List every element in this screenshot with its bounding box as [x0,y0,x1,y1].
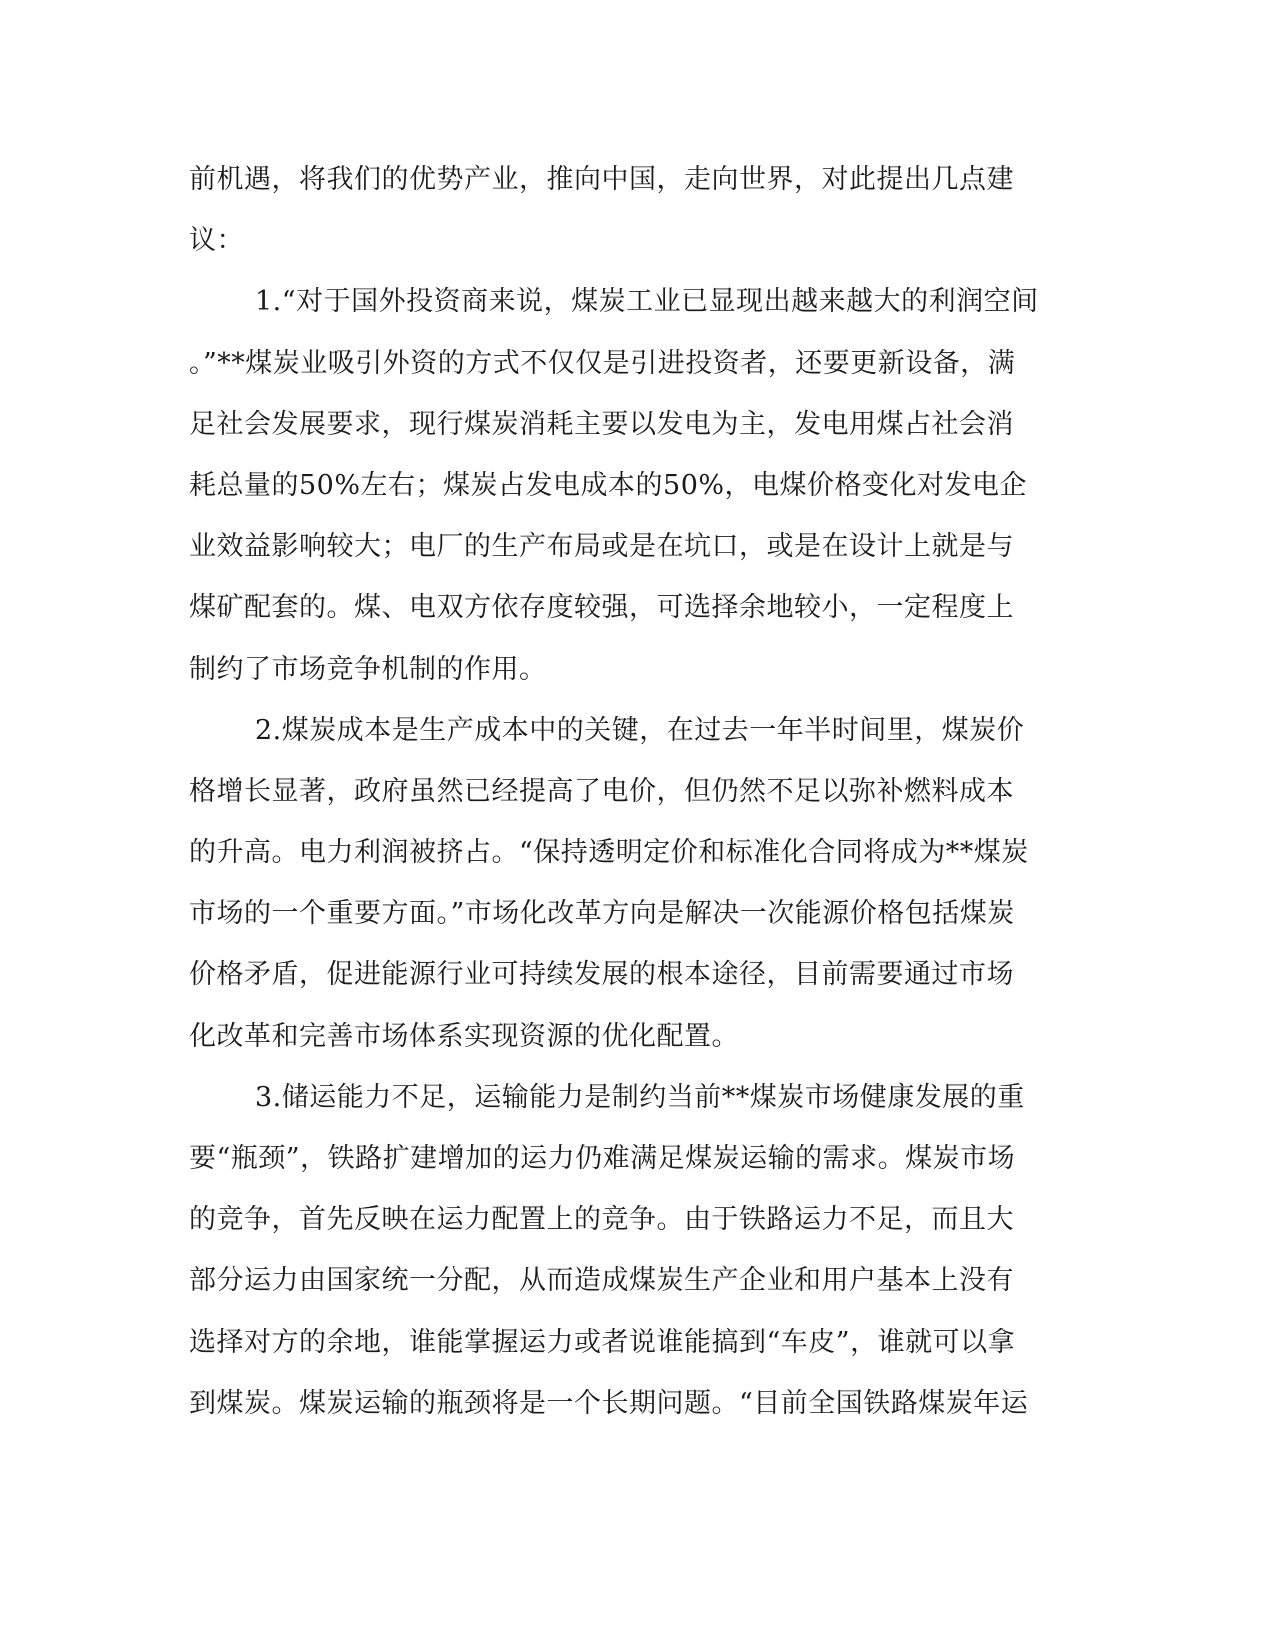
text-line: 前机遇，将我们的优势产业，推向中国，走向世界，对此提出几点建 [189,164,1014,195]
text-line: 格增长显著，政府虽然已经提高了电价，但仍然不足以弥补燃料成本 [189,775,1014,807]
text-line: 价格矛盾，促进能源行业可持续发展的根本途径，目前需要通过市场 [189,959,1014,991]
text-line: 市场的一个重要方面。”市场化改革方向是解决一次能源价格包括煤炭 [189,898,1015,930]
paragraph-2-start: 2.煤炭成本是生产成本中的关键，在过去一年半时间里，煤炭价 [255,714,1025,746]
text-line: 要“瓶颈”，铁路扩建增加的运力仍难满足煤炭运输的需求。煤炭市场 [189,1143,1016,1174]
text-line: 的升高。电力利润被挤占。“保持透明定价和标准化合同将成为**煤炭 [189,837,1029,869]
text-line: 业效益影响较大；电厂的生产布局或是在坑口，或是在设计上就是与 [189,531,1014,563]
body-text [189,160,1069,1445]
text-line: 议： [189,225,244,257]
text-line: 部分运力由国家统一分配，从而造成煤炭生产企业和用户基本上没有 [189,1265,1014,1297]
text-line: 煤矿配套的。煤、电双方依存度较强，可选择余地较小，一定程度上 [189,592,1014,624]
text-line: 制约了市场竞争机制的作用。 [189,653,547,685]
text-line: 耗总量的50%左右；煤炭占发电成本的50%，电煤价格变化对发电企 [189,469,1028,501]
text-line: 的竞争，首先反映在运力配置上的竞争。由于铁路运力不足，而且大 [189,1204,1014,1236]
text-line: 到煤炭。煤炭运输的瓶颈将是一个长期问题。“目前全国铁路煤炭年运 [189,1387,1029,1419]
paragraph-1-start: 1.“对于国外投资商来说，煤炭工业已显现出越来越大的利润空间 [255,286,1039,318]
paragraph-3-start: 3.储运能力不足，运输能力是制约当前**煤炭市场健康发展的重 [255,1081,1025,1113]
text-line: 足社会发展要求，现行煤炭消耗主要以发电为主，发电用煤占社会消 [189,408,1014,440]
text-line: 化改革和完善市场体系实现资源的优化配置。 [189,1020,739,1052]
text-line: 。”**煤炭业吸引外资的方式不仅仅是引进投资者，还要更新设备，满 [189,347,1016,379]
text-line: 选择对方的余地，谁能掌握运力或者说谁能搞到“车皮”，谁就可以拿 [189,1326,1016,1358]
